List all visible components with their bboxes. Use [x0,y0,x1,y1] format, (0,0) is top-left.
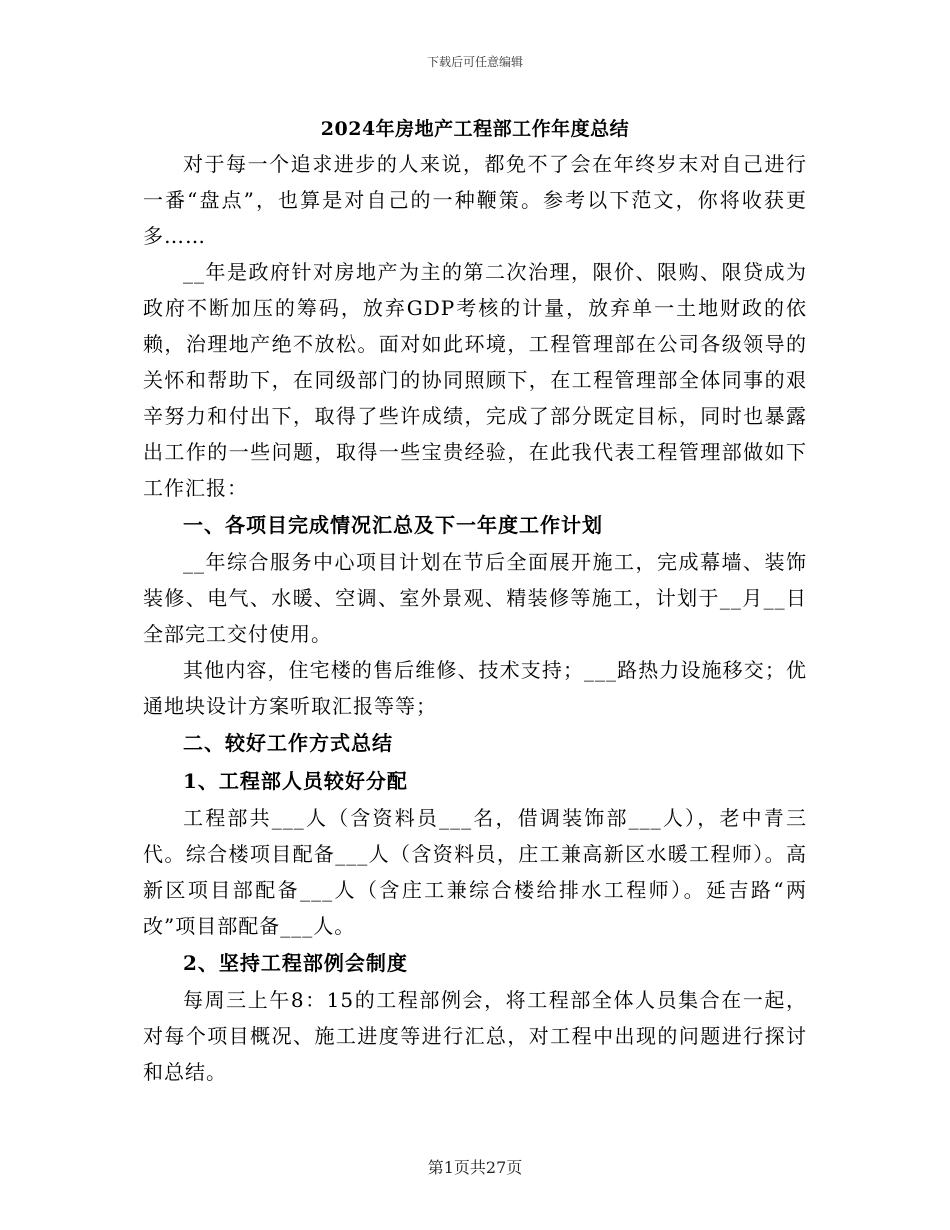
document-title: 2024年房地产工程部工作年度总结 [320,118,630,140]
section2-heading: 二、较好工作方式总结 [183,731,393,755]
page-number-footer: 第1页共27页 [427,1158,523,1177]
subsection1-paragraph: 工程部共___人（含资料员___名，借调装饰部___人），老中青三代。综合楼项目配备___人（含资料员，庄工兼高新区水暖工程师）。高新区项目部配备___人（含庄工兼综合楼给排水工程师）。延吉路“两改”项目部配备___人。 [143,806,807,938]
section1-heading: 一、各项目完成情况汇总及下一年度工作计划 [183,513,603,537]
section1-paragraph-2: 其他内容，住宅楼的售后维修、技术支持；___路热力设施移交；优通地块设计方案听取汇报等等； [143,658,807,718]
intro-paragraph: 对于每一个追求进步的人来说，都免不了会在年终岁末对自己进行一番“盘点”，也算是对自己的一种鞭策。参考以下范文，你将收获更多…… [143,152,807,248]
section1-paragraph-1: __年综合服务中心项目计划在节后全面展开施工，完成幕墙、装饰装修、电气、水暖、空调、室外景观、精装修等施工，计划于__月__日全部完工交付使用。 [143,550,807,646]
header-note: 下载后可任意编辑 [426,55,523,69]
document-body [143,112,807,1090]
subsection2-heading: 2、坚持工程部例会制度 [183,951,408,975]
subsection1-heading: 1、工程部人员较好分配 [183,769,408,793]
background-paragraph: __年是政府针对房地产为主的第二次治理，限价、限购、限贷成为政府不断加压的筹码，放弃GDP考核的计量，放弃单一土地财政的依赖，治理地产绝不放松。面对如此环境，工程管理部在公司各级领导的关怀和帮助下，在同级部门的协同照顾下，在工程管理部全体同事的艰辛努力和付出下，取得了些许成绩，完成了部分既定目标，同时也暴露出工作的一些问题，取得一些宝贵经验，在此我代表工程管理部做如下工作汇报： [143,260,807,500]
subsection2-paragraph: 每周三上午8：15的工程部例会，将工程部全体人员集合在一起，对每个项目概况、施工进度等进行汇总，对工程中出现的问题进行探讨和总结。 [143,988,807,1084]
